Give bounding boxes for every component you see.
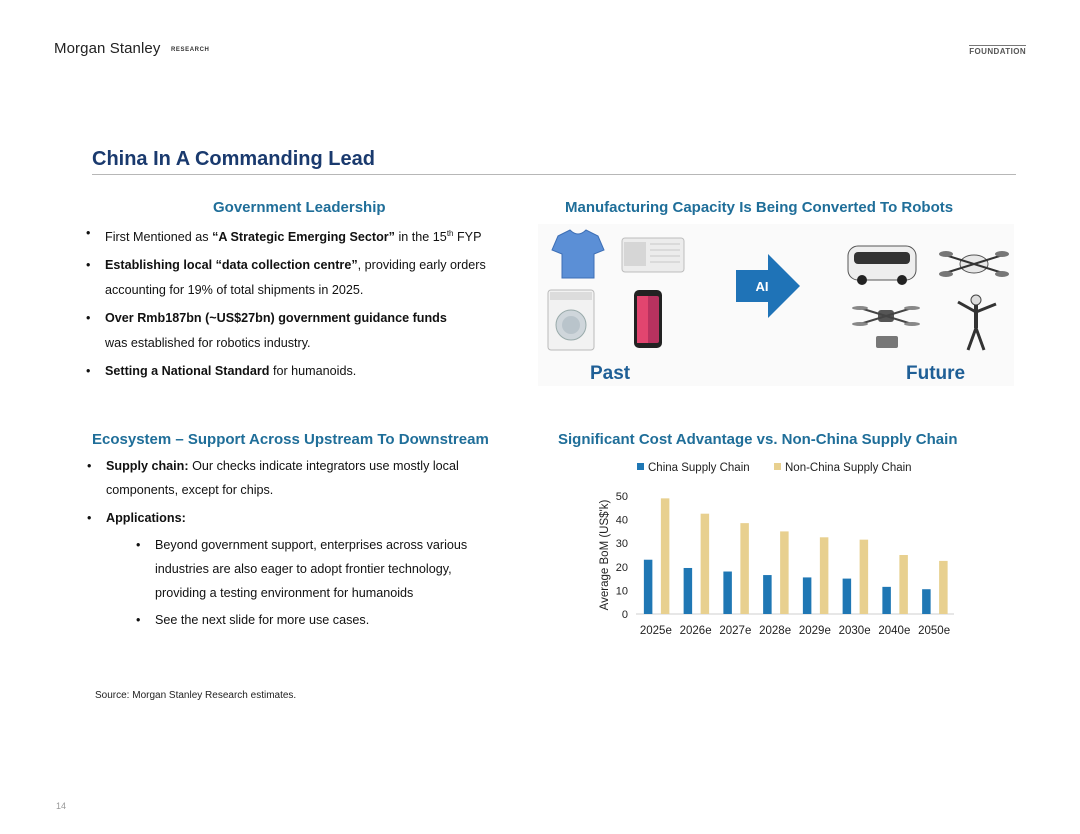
manufacturing-heading: Manufacturing Capacity Is Being Converted To Robots: [565, 199, 954, 216]
title-divider: [92, 174, 1016, 175]
bar-non-china-2040e: [899, 555, 908, 614]
bar-non-china-2029e: [820, 537, 829, 614]
government-list: [86, 221, 526, 384]
evtol-drone-icon: [939, 251, 1009, 277]
x-tick-label: 2040e: [878, 625, 911, 637]
list-item: • Over Rmb187bn (~US$27bn) government guidance funds was established for robotics industry.: [86, 311, 447, 351]
bar-non-china-2026e: [701, 514, 710, 614]
y-tick-label: 20: [615, 561, 628, 574]
ecosystem-heading: Ecosystem – Support Across Upstream To Downstream: [92, 431, 489, 448]
brand-logo: Morgan Stanley: [54, 40, 161, 57]
bar-non-china-2025e: [661, 498, 670, 614]
list-item: • Establishing local “data collection centre”, providing early orders accounting for 19% of total shipments in 2025.: [86, 258, 486, 298]
autonomous-bus-icon: [848, 246, 916, 285]
washing-machine-icon: [548, 290, 594, 350]
list-item: • First Mentioned as “A Strategic Emerging Sector” in the 15th FYP: [86, 226, 482, 245]
humanoid-robot-icon: [958, 295, 996, 350]
list-item: • See the next slide for more use cases.: [136, 613, 370, 627]
x-tick-label: 2026e: [679, 625, 712, 637]
bar-china-2040e: [882, 587, 891, 614]
smartphone-icon: [634, 290, 662, 348]
page-number: 14: [56, 801, 67, 811]
legend-swatch-china: [637, 463, 644, 470]
bar-non-china-2028e: [780, 531, 789, 614]
bar-non-china-2050e: [939, 561, 948, 614]
government-heading: Government Leadership: [213, 199, 386, 216]
y-tick-label: 0: [621, 609, 628, 621]
ai-label: AI: [755, 279, 769, 294]
x-tick-label: 2050e: [918, 625, 951, 637]
source-note: Source: Morgan Stanley Research estimates.: [95, 690, 297, 701]
y-tick-label: 50: [615, 491, 628, 503]
x-tick-label: 2029e: [798, 625, 831, 637]
division-label: RESEARCH: [171, 47, 210, 53]
x-tick-label: 2027e: [719, 625, 752, 637]
bar-non-china-2030e: [860, 540, 869, 614]
y-tick-label: 10: [615, 585, 628, 598]
cost-bar-chart: [590, 484, 970, 644]
ecosystem-list: [87, 454, 537, 632]
legend-non-china: Non-China Supply Chain: [774, 462, 912, 474]
ai-arrow-icon: [736, 254, 800, 318]
legend-swatch-non-china: [774, 463, 781, 470]
x-tick-label: 2030e: [838, 625, 871, 637]
bar-china-2027e: [723, 572, 732, 614]
legend-china: China Supply Chain: [637, 462, 750, 474]
x-tick-label: 2025e: [639, 625, 672, 637]
list-item: • Supply chain: Our checks indicate integrators use mostly local components, except for chips.: [87, 459, 459, 497]
quadcopter-drone-icon: [852, 306, 920, 348]
list-item: • Applications:: [87, 511, 186, 525]
y-tick-label: 30: [615, 538, 628, 551]
tshirt-icon: [552, 230, 604, 278]
bar-non-china-2027e: [740, 523, 749, 614]
bar-china-2025e: [644, 560, 653, 614]
bar-china-2028e: [763, 575, 772, 614]
bar-china-2050e: [922, 589, 931, 614]
air-conditioner-icon: [622, 238, 684, 272]
future-label: Future: [906, 363, 966, 384]
series-label: FOUNDATION: [969, 47, 1026, 56]
past-label: Past: [590, 363, 631, 384]
x-tick-label: 2028e: [759, 625, 792, 637]
page-title: China In A Commanding Lead: [92, 148, 375, 170]
y-axis-label: Average BoM (US$'k): [599, 499, 611, 611]
list-item: • Setting a National Standard for humanoids.: [86, 364, 357, 379]
bar-china-2026e: [684, 568, 693, 614]
bar-china-2030e: [843, 579, 852, 614]
past-future-illustration: [538, 224, 1014, 386]
cost-heading: Significant Cost Advantage vs. Non-China Supply Chain: [558, 431, 958, 448]
list-item: • Beyond government support, enterprises across various industries are also eager to adopt frontier technology, providing a testing environment for humanoids: [136, 538, 468, 600]
y-tick-label: 40: [615, 514, 628, 527]
bar-china-2029e: [803, 577, 812, 614]
